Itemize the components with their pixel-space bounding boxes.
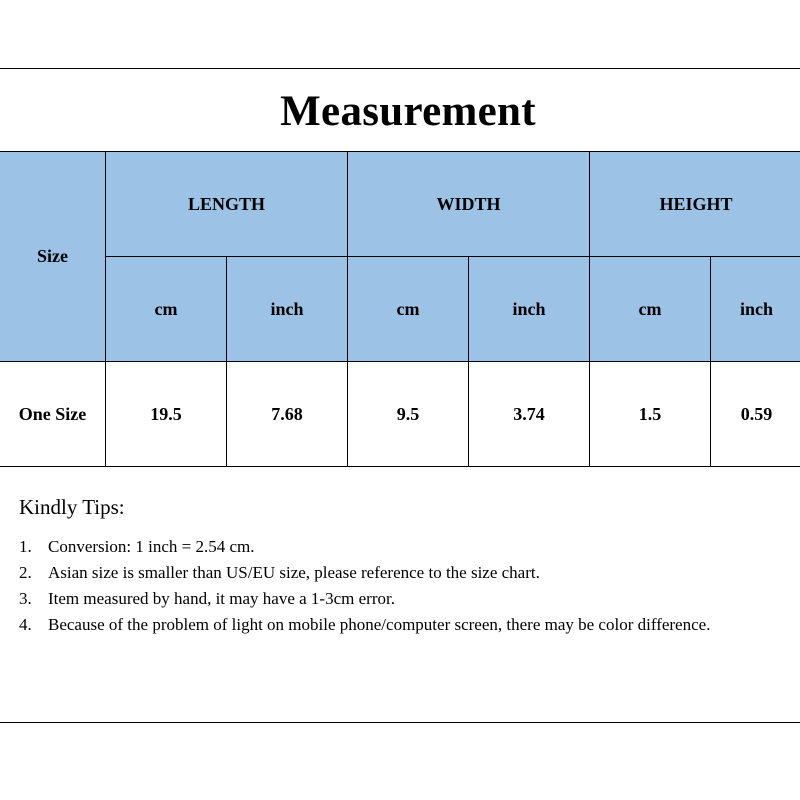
value-cell: 1.5	[590, 362, 711, 467]
bottom-divider	[0, 722, 800, 723]
list-item	[19, 560, 779, 586]
unit-header-cell: inch	[711, 257, 800, 362]
list-item-text: Because of the problem of light on mobile phone/computer screen, there may be color difference.	[48, 615, 711, 634]
list-item-text: Conversion: 1 inch = 2.54 cm.	[48, 537, 255, 556]
unit-header-cell: cm	[106, 257, 227, 362]
list-item-number: 1.	[19, 537, 32, 556]
size-table	[0, 151, 800, 467]
page-title: Measurement	[280, 88, 536, 135]
tips-section	[19, 492, 779, 638]
value-cell: 0.59	[711, 362, 800, 467]
unit-header-cell: cm	[590, 257, 711, 362]
unit-header-cell: inch	[469, 257, 590, 362]
list-item-number: 4.	[19, 615, 32, 634]
unit-header-cell: inch	[227, 257, 348, 362]
group-header-length: LENGTH	[106, 152, 348, 257]
group-header-height: HEIGHT	[590, 152, 800, 257]
value-cell: 3.74	[469, 362, 590, 467]
size-header-cell: Size	[0, 152, 106, 362]
table-row	[0, 362, 800, 467]
value-cell: 19.5	[106, 362, 227, 467]
table-header-row-units	[0, 257, 800, 362]
size-name-cell: One Size	[0, 362, 106, 467]
unit-header-cell: cm	[348, 257, 469, 362]
list-item-text: Item measured by hand, it may have a 1-3cm error.	[48, 589, 395, 608]
list-item	[19, 534, 779, 560]
list-item-number: 3.	[19, 589, 32, 608]
tips-title: Kindly Tips:	[19, 495, 125, 519]
list-item-number: 2.	[19, 563, 32, 582]
table-header-row-groups	[0, 152, 800, 257]
group-header-width: WIDTH	[348, 152, 590, 257]
list-item	[19, 612, 779, 638]
top-divider	[0, 68, 800, 69]
tips-list	[19, 534, 779, 638]
list-item-text: Asian size is smaller than US/EU size, please reference to the size chart.	[48, 563, 540, 582]
value-cell: 9.5	[348, 362, 469, 467]
value-cell: 7.68	[227, 362, 348, 467]
list-item	[19, 586, 779, 612]
